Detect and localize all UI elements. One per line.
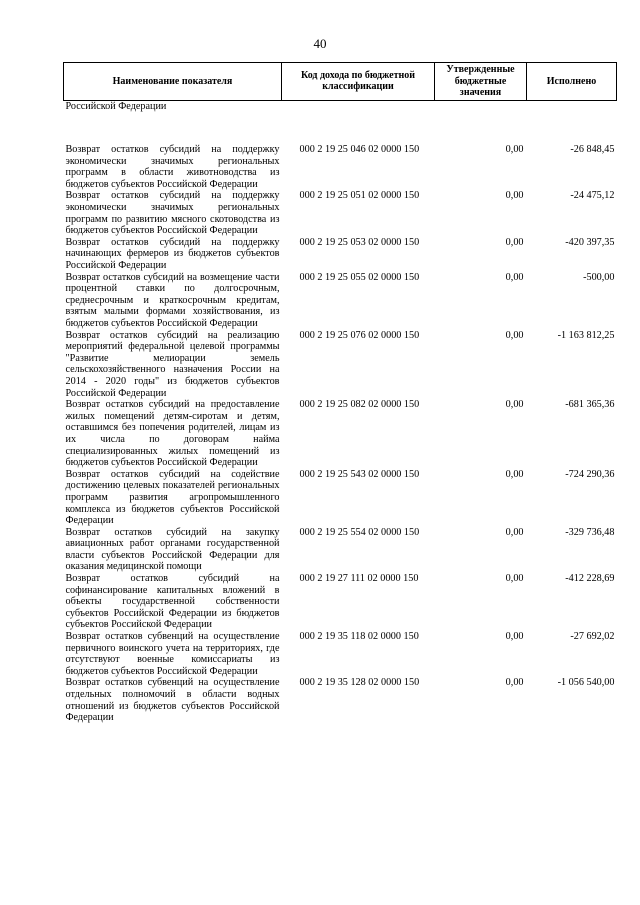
row-code: 000 2 19 25 543 02 0000 150	[299, 468, 420, 480]
row-executed: -26 848,45	[570, 144, 615, 156]
row-approved: 0,00	[505, 190, 524, 202]
header-name: Наименование показателя	[64, 63, 282, 101]
row-code: 000 2 19 25 051 02 0000 150	[299, 190, 420, 202]
row-executed: -412 228,69	[565, 573, 615, 585]
row-approved: 0,00	[505, 329, 524, 341]
row-name: Возврат остатков субсидий на закупку авиационных работ органами государственной власти субъектов Российской Федерации для оказания медицинской помощи	[65, 526, 280, 573]
row-name: Возврат остатков субвенций на осуществление первичного воинского учета на территориях, где отсутствуют военные комиссариаты из бюджетов субъектов Российской Федерации	[65, 631, 280, 677]
row-executed: -1 163 812,25	[557, 329, 615, 341]
table-row	[64, 469, 617, 527]
row-name: Возврат остатков субсидий на поддержку начинающих фермеров из бюджетов субъектов Российской Федерации	[65, 236, 280, 272]
row-code: 000 2 19 25 082 02 0000 150	[299, 399, 420, 411]
row-code: 000 2 19 35 118 02 0000 150	[299, 631, 419, 643]
table-row	[64, 573, 617, 631]
row-name: Возврат остатков субсидий на софинансирование капитальных вложений в объекты государственной собственности субъектов Российской Федерации из бюджетов субъектов Российской Федерации	[65, 573, 280, 631]
row-executed: -420 397,35	[565, 236, 615, 248]
row-code: 000 2 19 25 076 02 0000 150	[299, 329, 420, 341]
header-approved: Утвержденные бюджетные значения	[435, 63, 527, 101]
table-row	[64, 631, 617, 677]
table-row	[64, 237, 617, 272]
row-executed: -329 736,48	[565, 526, 615, 538]
continuation-row	[64, 100, 617, 144]
row-approved: 0,00	[505, 468, 524, 480]
row-name: Возврат остатков субсидий на поддержку экономически значимых региональных программ в области животноводства из бюджетов субъектов Российской Федерации	[65, 144, 280, 190]
table-row	[64, 677, 617, 723]
row-approved: 0,00	[505, 144, 524, 156]
row-approved: 0,00	[505, 573, 524, 585]
row-approved: 0,00	[505, 236, 524, 248]
row-code: 000 2 19 25 055 02 0000 150	[299, 271, 420, 283]
row-code: 000 2 19 25 554 02 0000 150	[299, 526, 420, 538]
header-code: Код дохода по бюджетной классификации	[282, 63, 435, 101]
row-name: Возврат остатков субсидий на предоставление жилых помещений детям-сиротам и детям, оставшимся без попечения родителей, лицам из их числа по договорам найма специализированных жилых помещений из бюджетов субъектов Российской Федерации	[65, 399, 280, 469]
row-approved: 0,00	[505, 271, 524, 283]
table-row	[64, 190, 617, 236]
row-approved: 0,00	[505, 399, 524, 411]
header-executed: Исполнено	[527, 63, 617, 101]
row-code: 000 2 19 35 128 02 0000 150	[299, 677, 420, 689]
continuation-text: Российской Федерации	[65, 100, 167, 112]
table-row	[64, 144, 617, 190]
row-approved: 0,00	[505, 526, 524, 538]
row-approved: 0,00	[505, 631, 524, 643]
row-executed: -1 056 540,00	[557, 677, 615, 689]
table-row	[64, 272, 617, 330]
row-name: Возврат остатков субсидий на возмещение части процентной ставки по долгосрочным, среднесрочным и краткосрочным кредитам, взятым малыми формами хозяйствования, из бюджетов субъектов Российской Федерации	[65, 271, 280, 329]
row-executed: -500,00	[583, 271, 615, 283]
table-body	[64, 100, 617, 724]
budget-table	[63, 62, 617, 724]
row-executed: -24 475,12	[570, 190, 615, 202]
row-approved: 0,00	[505, 677, 524, 689]
row-name: Возврат остатков субсидий на реализацию мероприятий федеральной целевой программы "Развитие мелиорации земель сельскохозяйственного назначения России на 2014 - 2020 годы" из бюджетов субъектов Российской Федерации	[65, 329, 280, 399]
row-name: Возврат остатков субсидий на поддержку экономически значимых региональных программ по развитию мясного скотоводства из бюджетов субъектов Российской Федерации	[65, 190, 280, 237]
row-name: Возврат остатков субвенций на осуществление отдельных полномочий в области водных отношений из бюджетов субъектов Российской Федерации	[65, 677, 280, 724]
table-header	[64, 63, 617, 101]
row-code: 000 2 19 25 046 02 0000 150	[299, 144, 420, 156]
table-row	[64, 399, 617, 469]
row-code: 000 2 19 25 053 02 0000 150	[299, 236, 420, 248]
row-executed: -27 692,02	[570, 631, 615, 643]
row-name: Возврат остатков субсидий на содействие достижению целевых показателей региональных программ развития агропромышленного комплекса из бюджетов субъектов Российской Федерации	[65, 468, 280, 527]
table-row	[64, 330, 617, 400]
row-code: 000 2 19 27 111 02 0000 150	[299, 573, 419, 585]
row-executed: -724 290,36	[565, 468, 615, 480]
page-number: 40	[313, 36, 327, 51]
row-executed: -681 365,36	[565, 399, 615, 411]
table-row	[64, 527, 617, 573]
